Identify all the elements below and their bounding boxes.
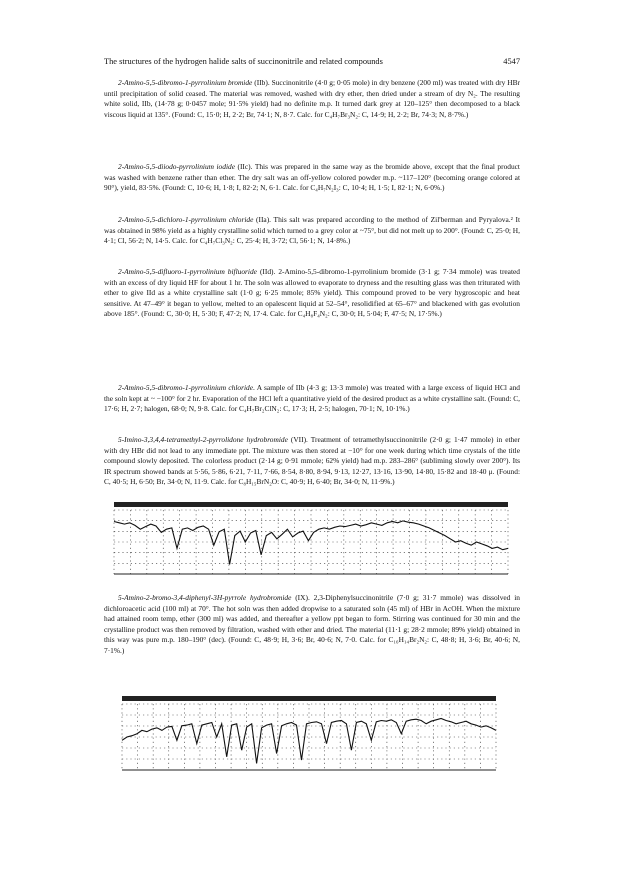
paragraph-text: (VII). Treatment of tetramethylsuccinonitrile (2·0 g; 1·47 mmole) in ether with dry HBr did not lead to any immediate ppt. The mixture was then stored at −10° for one week during which time crystals of the title compound slowly deposited. The colorless product (2·14 g; 0·91 mmole; 62% yield) had m.p. 283–286° (subliming slowly over 200°). Its IR spectrum showed bands at 5·56, 5·86, 6·21, 7·11, 7·66, 8·54, 8·80, 8·94, 9·13, 12·27, 13·16, 13·90, 14·80, 15·82 and 18·40 μ. (Found: C, 40·5; H, 6·50; Br, 34·0; N, 11·9. Calc. for C₈H₁₅BrN₂O: C, 40·9; H, 6·40; Br, 34·0; N, 11·9%.)	[104, 435, 520, 486]
spectrum-scale-band	[122, 696, 496, 701]
paragraph-diphenyl-pyrrole	[104, 593, 520, 656]
spectrum-scale-band	[114, 502, 508, 507]
paragraph-dichloro-chloride	[104, 215, 520, 247]
page-number: 4547	[503, 57, 520, 66]
paragraph-text: (IIc). This was prepared in the same way as the bromide above, except that the final product was washed with benzene rather than ether. The dry salt was an off-yellow colored powder m.p. ~117–120° (becoming orange colored at 90°), yield, 83·5%. (Found: C, 10·6; H, 1·8; I, 82·2; N, 6·1. Calc. for C₄H₇N₂I₃: C, 10·4; H, 1·5; I, 82·1; N, 6·0%.)	[104, 162, 520, 192]
compound-name: 2-Amino-5,5-dibromo-1-pyrrolinium chloride	[118, 383, 254, 392]
ir-spectrum-figure-2	[118, 696, 500, 776]
paragraph-text: (IIb). Succinonitrile (4·0 g; 0·05 mole) in dry benzene (200 ml) was treated with dry HBr until precipitation of solid ceased. The material was removed, washed with dry ether, then dried under a stream of dry N₂. The resulting white solid, IIb, (14·78 g; 0·0457 mole; 91·5% yield) had no definite m.p. It turned dark grey at 120–125° then decomposed to a black viscous liquid at 135°. (Found: C, 15·0; H, 2·2; Br, 74·1; N, 8·7. Calc. for C₄H₇Br₃N₂: C, 14·9; H, 2·2; Br, 74·3; N, 8·7%.)	[104, 78, 520, 119]
paragraph-text: (IId). 2-Amino-5,5-dibromo-1-pyrrolinium bromide (3·1 g; 7·34 mmole) was treated with an excess of dry liquid HF for about 1 hr. The soln was allowed to evaporate to dryness and the resulting glass was then triturated with ether to give IId as a white crystalline salt (1·0 g; 6·25 mmole; 85% yield). This compound proved to be very hygroscopic and heat sensitive. At 47–49° it began to yellow, melted to an opalescent liquid at 52–54°, resolidified at 65–67° and blackened with gas evolution above 185°. (Found: C, 30·0; H, 5·30; F, 47·2; N, 17·4. Calc. for C₄H₈F₄N₂: C, 30·0; H, 5·04; F, 47·5; N, 17·5%.)	[104, 267, 520, 318]
compound-name: 2-Amino-5,5-dibromo-1-pyrrolinium bromide	[118, 78, 253, 87]
paragraph-dibromo-chloride	[104, 383, 520, 415]
ir-spectrum-figure-1	[110, 502, 512, 580]
compound-name: 5-Imino-3,3,4,4-tetramethyl-2-pyrrolidone hydrobromide	[118, 435, 288, 444]
compound-name: 2-Amino-5,5-diiodo-pyrrolinium iodide	[118, 162, 235, 171]
running-title: The structures of the hydrogen halide salts of succinonitrile and related compounds	[104, 57, 383, 66]
paragraph-diiodo-iodide	[104, 162, 520, 194]
paragraph-text: . A sample of IIb (4·3 g; 13·3 mmole) was treated with a large excess of liquid HCl and the soln kept at ~ −100° for 2 hr. Evaporation of the HCl left a quantitative yield of the desired product as a white crystalline salt. (Found: C, 17·6; H, 2·7; halogen, 68·0; N, 9·8. Calc. for C₄H₇Br₂ClN₂: C, 17·3; H, 2·5; halogen, 70·1; N, 10·1%.)	[104, 383, 520, 413]
paragraph-dibromo-bromide	[104, 78, 520, 120]
paragraph-tetramethyl-pyrrolidone	[104, 435, 520, 488]
compound-name: 2-Amino-5,5-dichloro-1-pyrrolinium chloride	[118, 215, 254, 224]
paragraph-difluoro-bifluoride	[104, 267, 520, 320]
paragraph-text: (IIa). This salt was prepared according to the method of Zil'berman and Pyryalova.² It was obtained in 98% yield as a highly crystalline solid which turned to a grey color at ~75°, but did not melt up to 200°. (Found: C, 25·0; H, 4·1; Cl, 56·2; N, 14·5. Calc. for C₄H₇Cl₃N₂: C, 25·4; H, 3·72; Cl, 56·1; N, 14·8%.)	[104, 215, 521, 245]
compound-name: 5-Amino-2-bromo-3,4-diphenyl-3H-pyrrole hydrobromide	[118, 593, 292, 602]
compound-name: 2-Amino-5,5-difluoro-1-pyrrolinium bifluoride	[118, 267, 257, 276]
paragraph-text: (IX). 2,3-Diphenylsuccinonitrile (7·0 g; 31·7 mmole) was dissolved in dichloroacetic acid (100 ml) at 70°. The hot soln was then added dropwise to a saturated soln (45 ml) of HBr in AcOH. When the mixture had attained room temp, ether (300 ml) was added, and thereafter a yellow ppt began to form. Stirring was continued for 30 min and the crystalline product was then removed by filtration, washed with ether and dried. The material (11·1 g; 28·2 mmole; 89% yield) obtained in this way was pure m.p. 180–190° (dec). (Found: C, 48·9; H, 3·6; Br, 40·6; N, 7·0. Calc. for C₁₆H₁₄Br₂N₂: C, 48·8; H, 3·6; Br, 40·6; N, 7·1%.)	[104, 593, 520, 655]
running-header	[104, 56, 520, 68]
